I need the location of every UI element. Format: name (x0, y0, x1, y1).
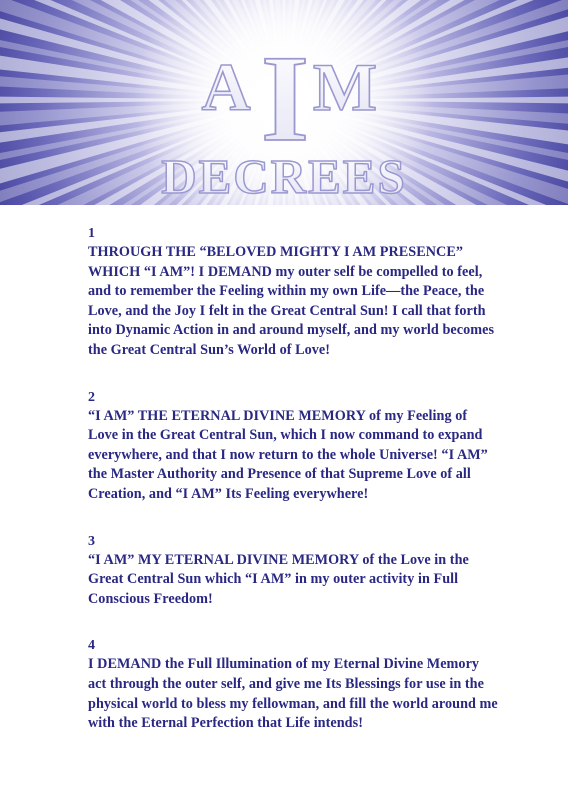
sunburst-rays (0, 0, 568, 205)
title-letter-a: A (201, 49, 251, 125)
title-subtitle-decrees: DECREES (161, 149, 407, 204)
title-banner (0, 0, 568, 205)
decree-number: 2 (88, 389, 95, 405)
decree-item (88, 636, 498, 733)
title-letter-m: M (312, 49, 378, 125)
decree-text: THROUGH THE “BELOVED MIGHTY I AM PRESENCE” WHICH “I AM”! I DEMAND my outer self be compelled to feel, and to remember the Feeling within my own Life—the Peace, the Love, and the Joy I felt in the Great Central Sun! I call that forth into Dynamic Action in and around myself, and my world becomes the Great Central Sun’s World of Love! (88, 244, 495, 358)
decree-text: “I AM” THE ETERNAL DIVINE MEMORY of my Feeling of Love in the Great Central Sun, which I now command to expand everywhere, and that I now return to the whole Universe! “I AM” the Master Authority and Presence of that Supreme Love of all Creation, and “I AM” Its Feeling everywhere! (88, 407, 488, 502)
title-letter-i: I (260, 30, 310, 167)
decree-list (88, 224, 498, 761)
decree-text: “I AM” MY ETERNAL DIVINE MEMORY of the Love in the Great Central Sun which “I AM” in my outer activity in Full Conscious Freedom! (88, 551, 469, 607)
decree-text: I DEMAND the Full Illumination of my Eternal Divine Memory act through the outer self, and give me Its Blessings for use in the physical world to bless my fellowman, and fill the world around me with the Eternal Perfection that Life intends! (88, 656, 498, 732)
decree-number: 1 (88, 226, 95, 241)
decree-item (88, 388, 498, 505)
decree-item (88, 224, 498, 361)
decree-number: 4 (88, 638, 95, 654)
decree-item (88, 532, 498, 610)
decree-number: 3 (88, 533, 95, 549)
